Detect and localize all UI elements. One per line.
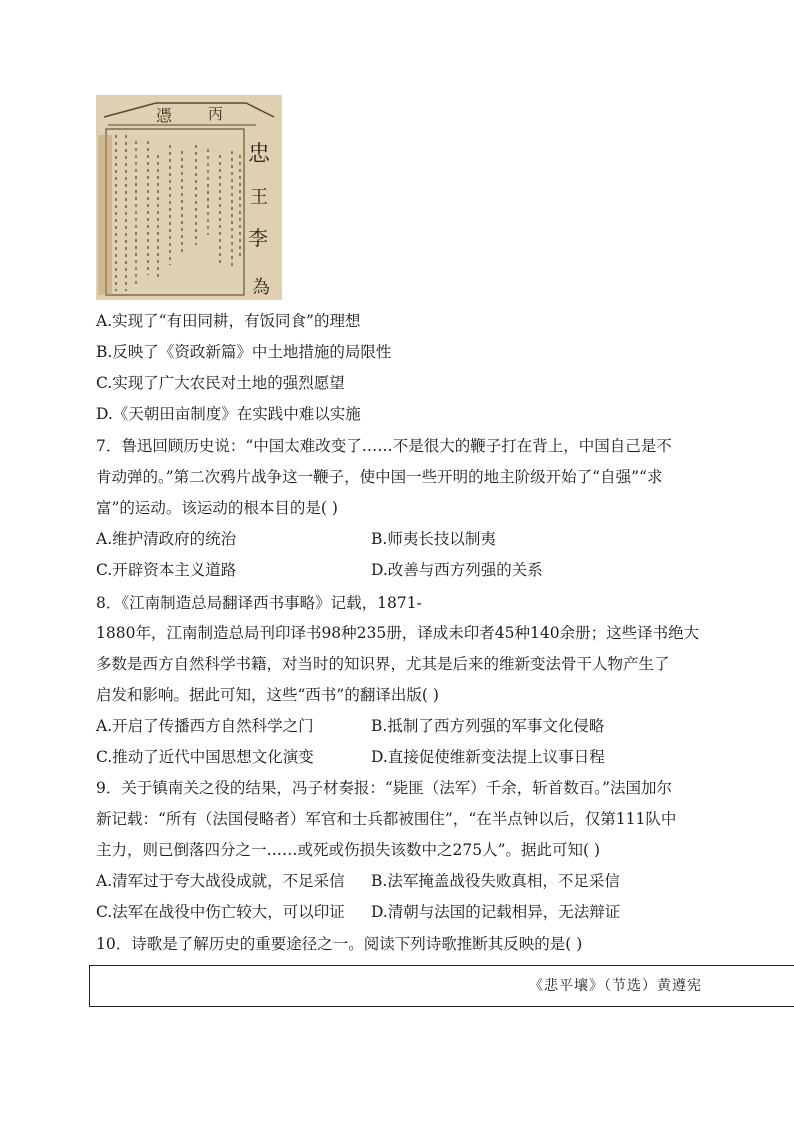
q9-option-b: B.法军掩盖战役失败真相，不足采信 bbox=[371, 872, 620, 890]
side-char-1: 忠 bbox=[248, 142, 271, 167]
side-char-2: 王 bbox=[250, 187, 268, 208]
q6-option-b: B.反映了《资政新篇》中土地措施的局限性 bbox=[96, 343, 392, 361]
q8-stem-line-3: 多数是西方自然科学书籍，对当时的知识界，尤其是后来的维新变法骨干人物产生了 bbox=[96, 655, 670, 673]
q7-stem-line-1: 7．鲁迅回顾历史说：“中国太难改变了……不是很大的鞭子打在背上，中国自己是不 bbox=[96, 437, 672, 455]
side-char-3: 李 bbox=[248, 226, 268, 250]
q9-stem-line-1: 9．关于镇南关之役的结果，冯子材奏报：“毙匪（法军）千余，斩首数百。”法国加尔 bbox=[96, 779, 672, 797]
q8-option-d: D.直接促使维新变法提上议事日程 bbox=[371, 748, 605, 766]
q8-option-b: B.抵制了西方列强的军事文化侵略 bbox=[371, 717, 605, 735]
stamp-char-1: 憑 bbox=[156, 106, 173, 125]
q8-stem-line-1: 8．《江南制造总局翻译西书事略》记载，1871- bbox=[96, 594, 422, 612]
q7-option-d: D.改善与西方列强的关系 bbox=[371, 561, 543, 579]
q7-stem-line-2: 肯动弹的。”第二次鸦片战争这一鞭子，使中国一些开明的地主阶级开始了“自强”“求 bbox=[96, 468, 663, 486]
q7-option-c: C.开辟资本主义道路 bbox=[96, 561, 237, 579]
q8-stem-line-2: 1880年，江南制造总局刊印译书98种235册，译成未印者45种140余册；这些译书绝大 bbox=[96, 624, 700, 642]
side-char-4: 為 bbox=[252, 277, 270, 298]
stamp-char-2: 丙 bbox=[208, 105, 224, 123]
document-scan-illustration bbox=[96, 95, 282, 300]
q9-stem-line-2: 新记载：“所有（法国侵略者）军官和士兵都被围住”，“在半点钟以后，仅第111队中 bbox=[96, 810, 677, 828]
q8-option-a: A.开启了传播西方自然科学之门 bbox=[96, 717, 314, 735]
poem-box bbox=[89, 965, 794, 1007]
q6-option-c: C.实现了广大农民对土地的强烈愿望 bbox=[96, 374, 345, 392]
q7-stem-line-3: 富”的运动。该运动的根本目的是( ) bbox=[96, 499, 338, 517]
q8-option-c: C.推动了近代中国思想文化演变 bbox=[96, 748, 314, 766]
q8-stem-line-4: 启发和影响。据此可知，这些“西书”的翻译出版( ) bbox=[96, 686, 439, 704]
q7-option-a: A.维护清政府的统治 bbox=[96, 530, 237, 548]
q6-option-a: A.实现了“有田同耕，有饭同食”的理想 bbox=[96, 312, 361, 330]
q9-option-c: C.法军在战役中伤亡较大，可以印证 bbox=[96, 903, 345, 921]
q9-option-a: A.清军过于夸大战役成就，不足采信 bbox=[96, 872, 345, 890]
q9-stem-line-3: 主力，则已倒落四分之一……或死或伤损失该数中之275人”。据此可知( ) bbox=[96, 841, 601, 859]
q6-option-d: D.《天朝田亩制度》在实践中难以实施 bbox=[96, 405, 361, 423]
q7-option-b: B.师夷长技以制夷 bbox=[371, 530, 496, 548]
poem-title: 《悲平壤》（节选）黄遵宪 bbox=[529, 978, 702, 994]
q9-option-d: D.清朝与法国的记载相异，无法辩证 bbox=[371, 903, 621, 921]
historical-document-image bbox=[96, 95, 282, 300]
q10-stem: 10．诗歌是了解历史的重要途径之一。阅读下列诗歌推断其反映的是( ) bbox=[96, 935, 583, 953]
